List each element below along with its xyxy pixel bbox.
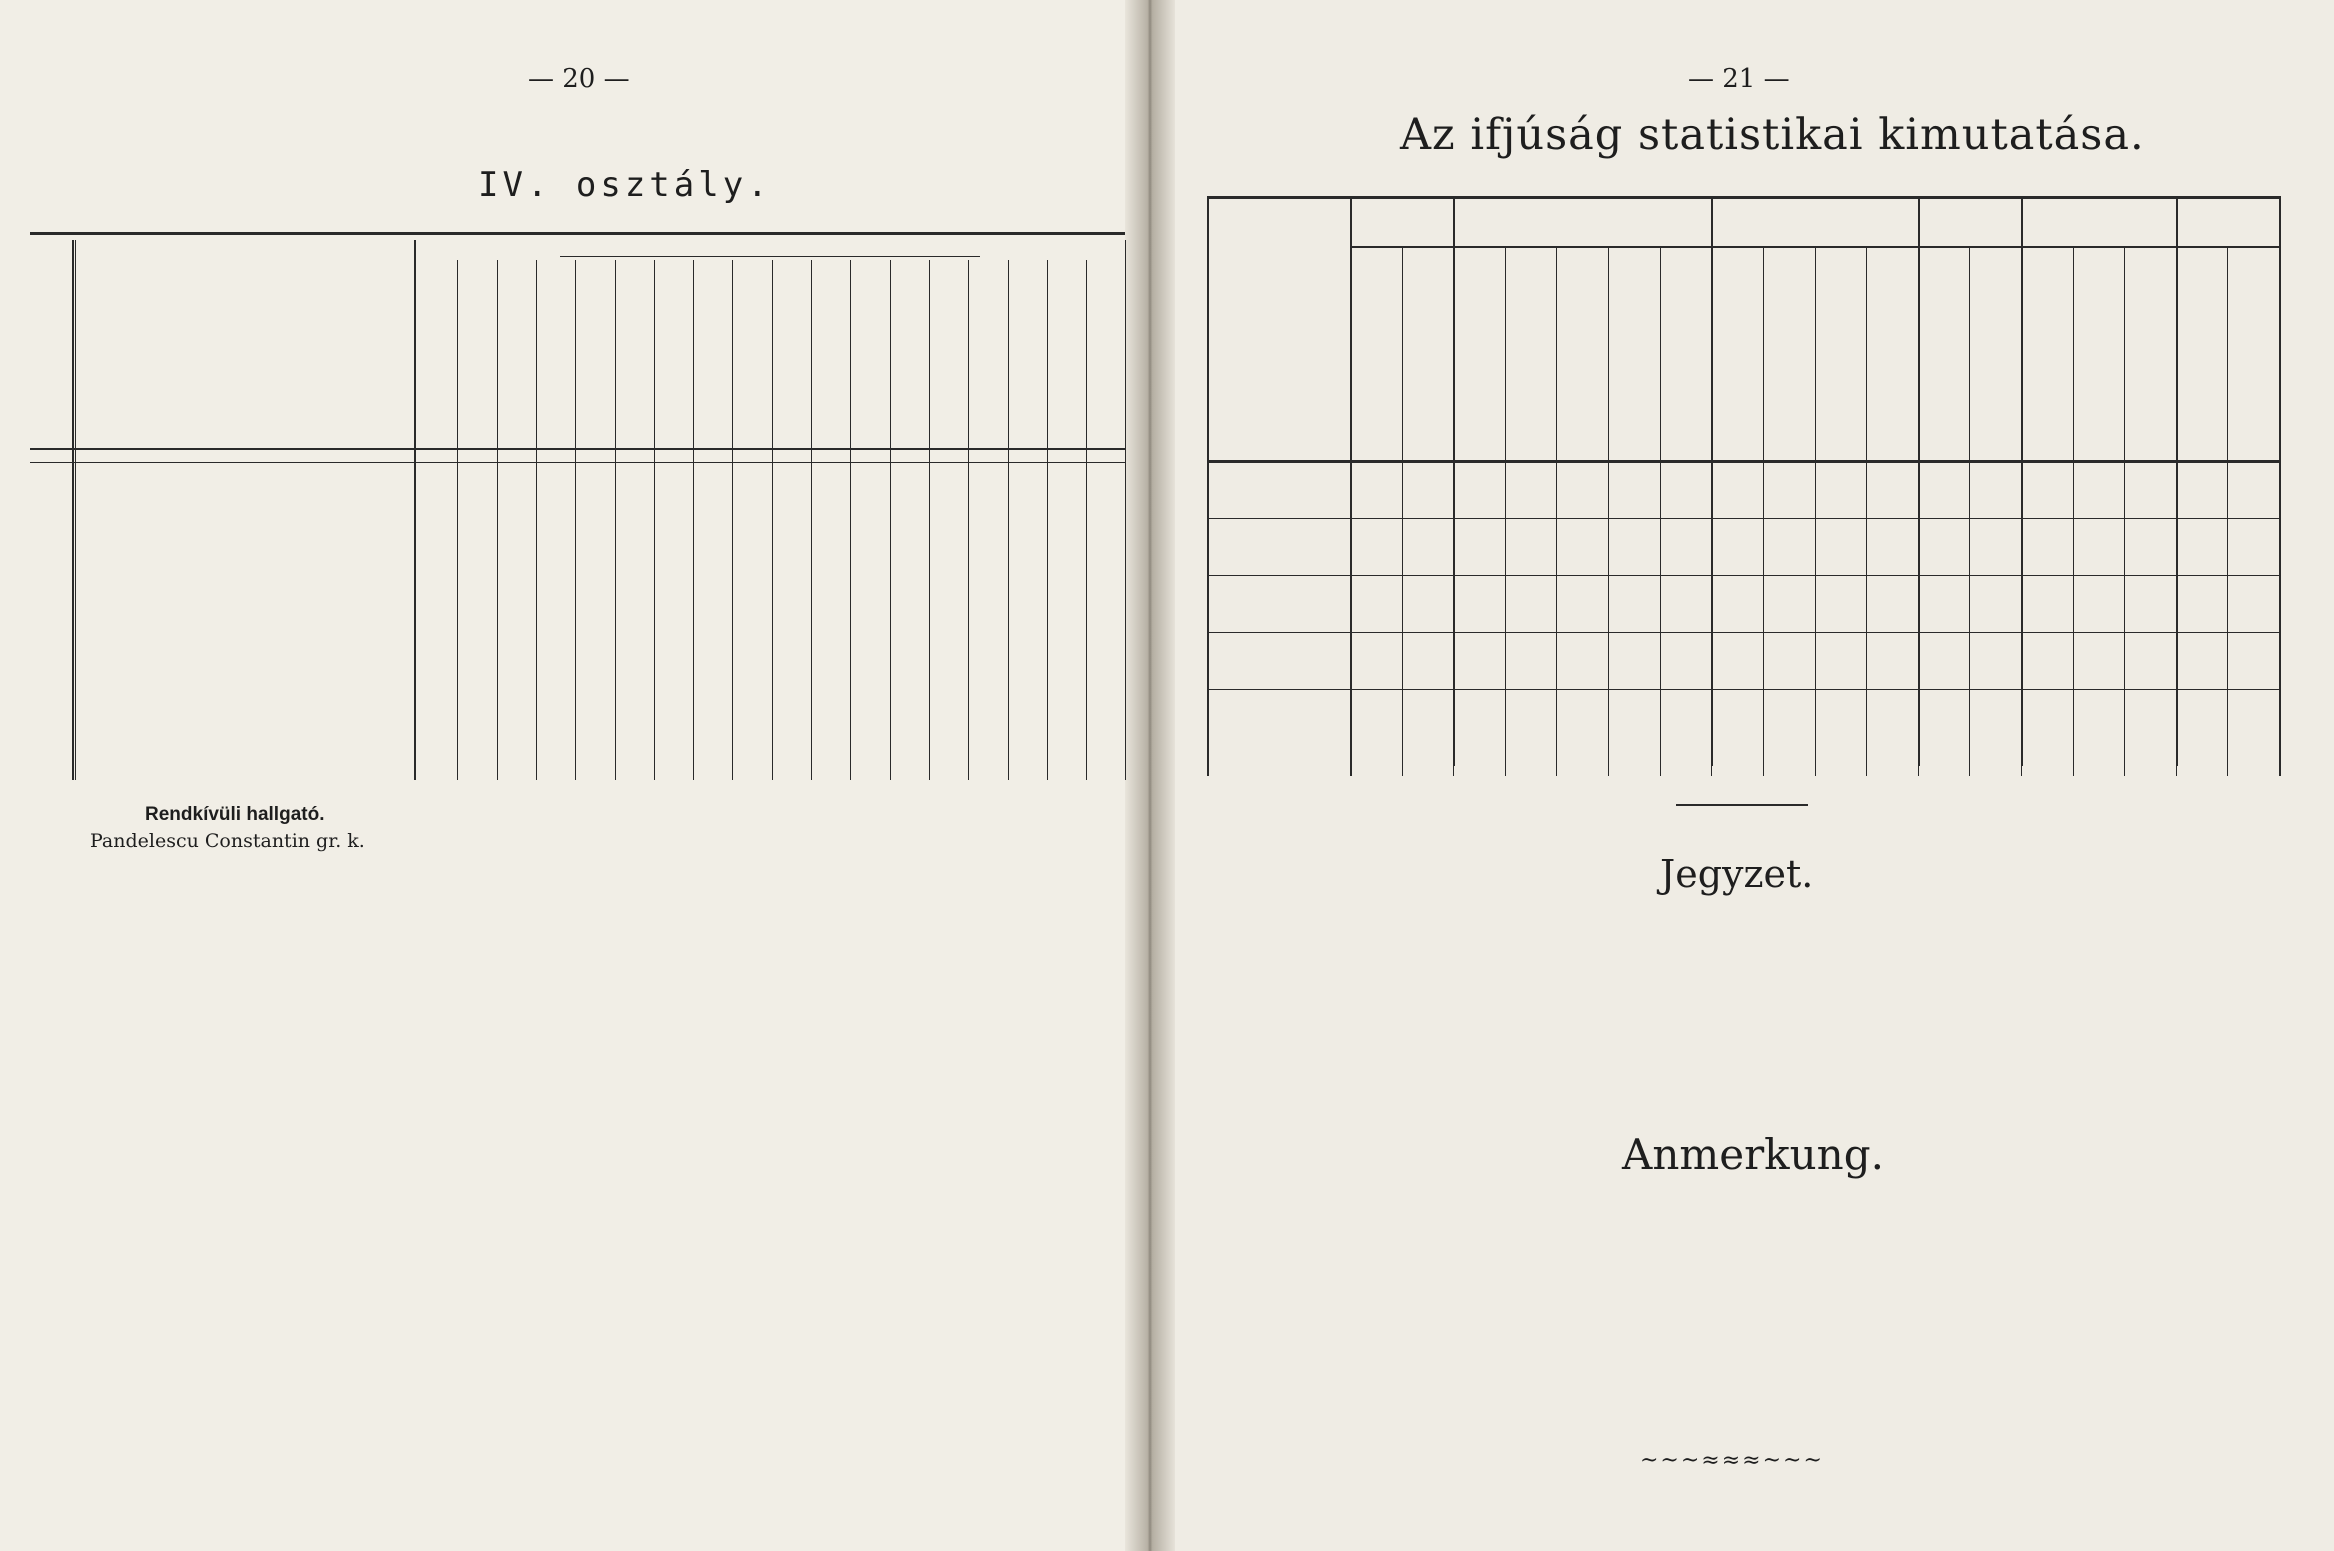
rule xyxy=(1556,246,1557,776)
rule xyxy=(1402,246,1403,776)
book-gutter xyxy=(1125,0,1175,1551)
extra-heading: Rendkívüli hallgató. xyxy=(145,804,325,825)
rule xyxy=(968,260,969,780)
rule xyxy=(1608,246,1609,776)
class-title: IV. osztály. xyxy=(478,165,772,205)
rule xyxy=(1047,260,1048,780)
rule xyxy=(1008,260,1009,780)
rule xyxy=(929,260,930,780)
rule xyxy=(2176,196,2178,766)
rule xyxy=(1763,246,1764,776)
rule xyxy=(1505,246,1506,776)
rule xyxy=(2021,196,2023,766)
rule xyxy=(30,448,1125,450)
rule xyxy=(850,260,851,780)
rule xyxy=(1086,260,1087,780)
rule xyxy=(575,260,576,780)
rule xyxy=(30,232,1125,235)
rule xyxy=(732,260,733,780)
rule xyxy=(2124,246,2125,776)
stat-title: Az ifjúság statistikai kimutatása. xyxy=(1400,110,2145,160)
rule xyxy=(1207,575,2279,576)
rule xyxy=(772,260,773,780)
rule xyxy=(1207,196,2279,199)
right-page xyxy=(1150,0,2334,1551)
rule xyxy=(615,260,616,780)
rule xyxy=(560,256,980,257)
rule xyxy=(1866,246,1867,776)
rule xyxy=(890,260,891,780)
right-page-number: — 21 — xyxy=(1688,64,1790,94)
rule xyxy=(1918,196,1920,766)
rule xyxy=(457,260,458,780)
rule xyxy=(2227,246,2228,776)
rule xyxy=(1815,246,1816,776)
rule xyxy=(1453,196,1455,766)
rule xyxy=(654,260,655,780)
rule xyxy=(1207,632,2279,633)
left-page-number: — 20 — xyxy=(528,64,630,94)
rule xyxy=(1660,246,1661,776)
ornament: ~~~≈≈≈~~~ xyxy=(1640,1448,1824,1473)
jegyzet-title: Jegyzet. xyxy=(1660,852,1814,896)
rule xyxy=(1125,240,1126,780)
rule xyxy=(536,260,537,780)
rule xyxy=(1207,518,2279,519)
rule xyxy=(2073,246,2074,776)
rule xyxy=(693,260,694,780)
extra-student: Pandelescu Constantin gr. k. xyxy=(90,830,365,852)
rule xyxy=(30,462,1125,463)
rule xyxy=(811,260,812,780)
rule xyxy=(2279,196,2281,776)
rule xyxy=(497,260,498,780)
rule xyxy=(1969,246,1970,776)
anmerkung-title: Anmerkung. xyxy=(1622,1130,1884,1179)
rule xyxy=(72,240,74,780)
separator xyxy=(1676,804,1808,806)
rule xyxy=(414,240,416,780)
rule xyxy=(1711,196,1713,766)
rule xyxy=(1207,460,2279,463)
rule xyxy=(1207,689,2279,690)
rule xyxy=(75,240,76,780)
